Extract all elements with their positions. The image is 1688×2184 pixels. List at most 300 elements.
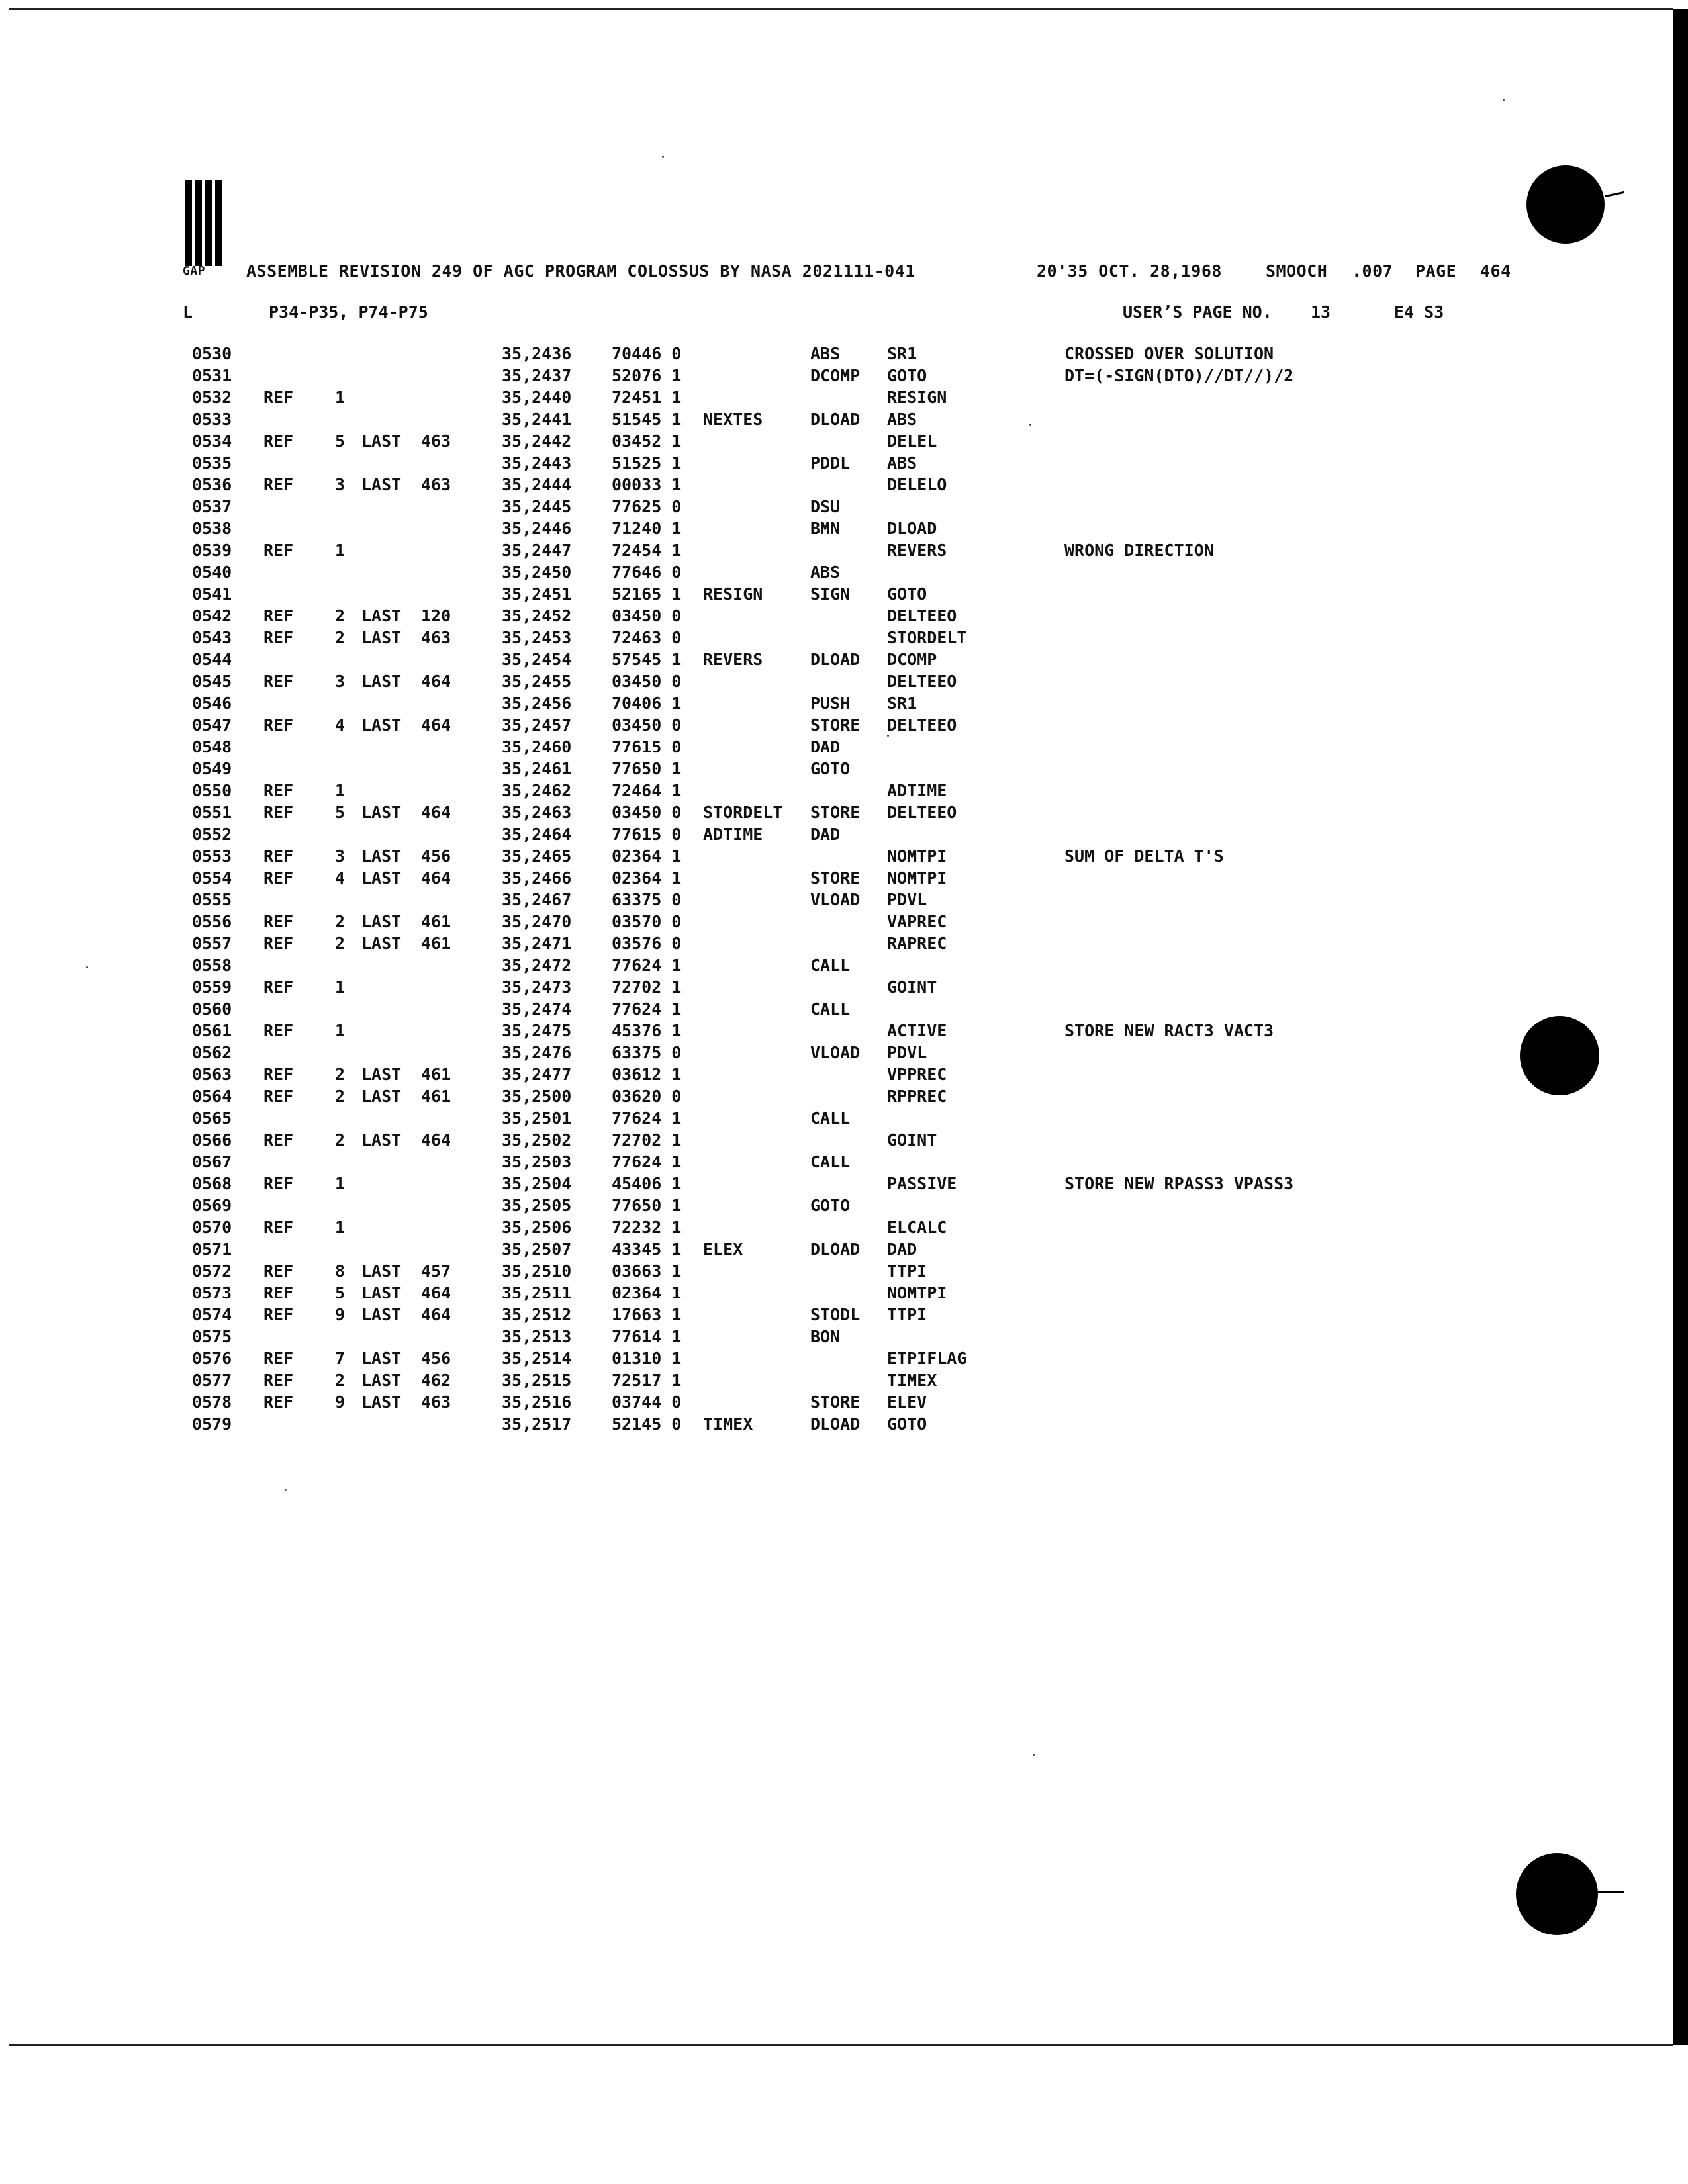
cell-operand: VAPREC (887, 912, 947, 931)
cell-octal-word: 03744 0 (612, 1392, 682, 1412)
listing-row (0, 781, 1655, 803)
cell-operand: DELTEEO (887, 672, 957, 691)
listing-row (0, 1371, 1655, 1392)
cell-last-page: 464 (421, 672, 451, 691)
cell-opcode: STORE (810, 803, 861, 822)
listing-row (0, 650, 1655, 672)
cell-seq-number: 0572 (192, 1261, 232, 1281)
cell-address: 35,2453 (502, 628, 572, 647)
cell-octal-word: 00033 1 (612, 475, 682, 494)
header-code: .007 (1352, 261, 1393, 281)
cell-octal-word: 77624 1 (612, 999, 682, 1019)
cell-address: 35,2464 (502, 825, 572, 844)
listing-row (0, 432, 1655, 453)
listing-row (0, 563, 1655, 584)
cell-last-page: 456 (421, 1349, 451, 1368)
cell-address: 35,2454 (502, 650, 572, 669)
cell-address: 35,2452 (502, 606, 572, 625)
cell-last-page: 120 (421, 606, 451, 625)
listing-row (0, 1305, 1655, 1327)
cell-comment: STORE NEW RPASS3 VPASS3 (1064, 1174, 1294, 1193)
cell-address: 35,2473 (502, 978, 572, 997)
cell-address: 35,2474 (502, 999, 572, 1019)
cell-ref-keyword: REF (263, 1305, 294, 1324)
listing-row (0, 1392, 1655, 1414)
cell-operand: SR1 (887, 344, 917, 363)
cell-operand: ABS (887, 453, 917, 473)
cell-octal-word: 63375 0 (612, 890, 682, 909)
cell-ref-count: 5 (335, 1283, 346, 1302)
cell-seq-number: 0557 (192, 934, 232, 953)
cell-last-keyword: LAST (361, 475, 402, 494)
cell-opcode: STORE (810, 715, 861, 735)
cell-last-keyword: LAST (361, 606, 402, 625)
cell-ref-keyword: REF (263, 1218, 294, 1237)
cell-octal-word: 72454 1 (612, 541, 682, 560)
punch-hole-top (1526, 165, 1605, 244)
cell-ref-keyword: REF (263, 978, 294, 997)
cell-last-keyword: LAST (361, 672, 402, 691)
listing-row (0, 1196, 1655, 1218)
cell-octal-word: 63375 0 (612, 1043, 682, 1062)
cell-seq-number: 0553 (192, 846, 232, 866)
cell-address: 35,2462 (502, 781, 572, 800)
cell-ref-count: 5 (335, 803, 346, 822)
cell-last-keyword: LAST (361, 1392, 402, 1412)
cell-address: 35,2501 (502, 1109, 572, 1128)
cell-last-keyword: LAST (361, 1371, 402, 1390)
listing-row (0, 1152, 1655, 1174)
cell-address: 35,2515 (502, 1371, 572, 1390)
cell-ref-keyword: REF (263, 475, 294, 494)
cell-seq-number: 0546 (192, 694, 232, 713)
cell-last-keyword: LAST (361, 846, 402, 866)
cell-seq-number: 0556 (192, 912, 232, 931)
cell-seq-number: 0554 (192, 868, 232, 887)
cell-octal-word: 17663 1 (612, 1305, 682, 1324)
cell-operand: DELTEEO (887, 715, 957, 735)
cell-seq-number: 0564 (192, 1087, 232, 1106)
listing-row (0, 344, 1655, 366)
cell-address: 35,2505 (502, 1196, 572, 1215)
cell-octal-word: 43345 1 (612, 1240, 682, 1259)
cell-opcode: BMN (810, 519, 841, 538)
cell-address: 35,2472 (502, 956, 572, 975)
cell-seq-number: 0567 (192, 1152, 232, 1171)
cell-operand: RESIGN (887, 388, 947, 407)
cell-opcode: DAD (810, 737, 841, 756)
cell-seq-number: 0561 (192, 1021, 232, 1040)
cell-opcode: DAD (810, 825, 841, 844)
cell-octal-word: 51545 1 (612, 410, 682, 429)
listing-row (0, 366, 1655, 388)
cell-seq-number: 0558 (192, 956, 232, 975)
listing-row (0, 541, 1655, 563)
cell-opcode: DLOAD (810, 650, 861, 669)
cell-address: 35,2443 (502, 453, 572, 473)
cell-last-page: 464 (421, 1283, 451, 1302)
cell-operand: ACTIVE (887, 1021, 947, 1040)
cell-symbol-label: ADTIME (703, 825, 763, 844)
header-user: SMOOCH (1266, 261, 1328, 281)
users-page-number: 13 (1311, 302, 1331, 322)
cell-address: 35,2511 (502, 1283, 572, 1302)
cell-address: 35,2465 (502, 846, 572, 866)
cell-seq-number: 0531 (192, 366, 232, 385)
cell-last-page: 463 (421, 1392, 451, 1412)
cell-symbol-label: ELEX (703, 1240, 743, 1259)
listing-row (0, 715, 1655, 737)
cell-last-keyword: LAST (361, 1130, 402, 1150)
cell-opcode: CALL (810, 999, 851, 1019)
cell-ref-keyword: REF (263, 715, 294, 735)
cell-address: 35,2504 (502, 1174, 572, 1193)
cell-octal-word: 72702 1 (612, 978, 682, 997)
cell-seq-number: 0573 (192, 1283, 232, 1302)
code-listing (0, 344, 1655, 1436)
cell-octal-word: 03452 1 (612, 432, 682, 451)
cell-octal-word: 02364 1 (612, 846, 682, 866)
cell-address: 35,2517 (502, 1414, 572, 1433)
cell-operand: ETPIFLAG (887, 1349, 967, 1368)
cell-ref-keyword: REF (263, 1021, 294, 1040)
cell-operand: ELEV (887, 1392, 927, 1412)
cell-octal-word: 72232 1 (612, 1218, 682, 1237)
cell-seq-number: 0559 (192, 978, 232, 997)
cell-seq-number: 0537 (192, 497, 232, 516)
punch-hole-top-tick (1605, 191, 1624, 197)
cell-symbol-label: RESIGN (703, 584, 763, 604)
cell-octal-word: 71240 1 (612, 519, 682, 538)
punch-hole-bottom-tick (1598, 1891, 1624, 1893)
cell-ref-count: 9 (335, 1392, 346, 1412)
cell-octal-word: 77624 1 (612, 1109, 682, 1128)
cell-ref-count: 1 (335, 1021, 346, 1040)
listing-row (0, 1349, 1655, 1371)
cell-octal-word: 72702 1 (612, 1130, 682, 1150)
header-datetime: 20'35 OCT. 28,1968 (1037, 261, 1222, 281)
cell-address: 35,2442 (502, 432, 572, 451)
cell-last-page: 464 (421, 803, 451, 822)
cell-seq-number: 0544 (192, 650, 232, 669)
listing-row (0, 584, 1655, 606)
cell-last-page: 463 (421, 432, 451, 451)
cell-address: 35,2445 (502, 497, 572, 516)
cell-ref-count: 9 (335, 1305, 346, 1324)
cell-address: 35,2507 (502, 1240, 572, 1259)
cell-ref-keyword: REF (263, 1261, 294, 1281)
cell-seq-number: 0575 (192, 1327, 232, 1346)
cell-octal-word: 72464 1 (612, 781, 682, 800)
cell-seq-number: 0543 (192, 628, 232, 647)
cell-octal-word: 51525 1 (612, 453, 682, 473)
cell-operand: PASSIVE (887, 1174, 957, 1193)
cell-address: 35,2451 (502, 584, 572, 604)
cell-ref-keyword: REF (263, 803, 294, 822)
cell-last-page: 462 (421, 1371, 451, 1390)
cell-octal-word: 77615 0 (612, 737, 682, 756)
listing-row (0, 497, 1655, 519)
cell-operand: GOINT (887, 978, 937, 997)
cell-octal-word: 77615 0 (612, 825, 682, 844)
cell-opcode: DLOAD (810, 1414, 861, 1433)
cell-ref-count: 1 (335, 978, 346, 997)
cell-last-keyword: LAST (361, 934, 402, 953)
cell-operand: PDVL (887, 1043, 927, 1062)
cell-address: 35,2502 (502, 1130, 572, 1150)
cell-last-keyword: LAST (361, 803, 402, 822)
cell-address: 35,2514 (502, 1349, 572, 1368)
speck (662, 156, 664, 158)
cell-address: 35,2503 (502, 1152, 572, 1171)
cell-opcode: GOTO (810, 1196, 851, 1215)
listing-row (0, 410, 1655, 432)
cell-last-page: 464 (421, 1305, 451, 1324)
cell-octal-word: 57545 1 (612, 650, 682, 669)
cell-address: 35,2466 (502, 868, 572, 887)
header-bank: E4 S3 (1394, 302, 1444, 322)
cell-ref-count: 4 (335, 715, 346, 735)
cell-octal-word: 03450 0 (612, 715, 682, 735)
cell-address: 35,2460 (502, 737, 572, 756)
cell-seq-number: 0547 (192, 715, 232, 735)
cell-opcode: DCOMP (810, 366, 861, 385)
header-marker: L (183, 302, 193, 322)
cell-operand: VPPREC (887, 1065, 947, 1084)
cell-address: 35,2446 (502, 519, 572, 538)
listing-row (0, 956, 1655, 978)
cell-address: 35,2470 (502, 912, 572, 931)
cell-operand: PDVL (887, 890, 927, 909)
cell-seq-number: 0542 (192, 606, 232, 625)
cell-octal-word: 77624 1 (612, 956, 682, 975)
cell-seq-number: 0560 (192, 999, 232, 1019)
cell-address: 35,2463 (502, 803, 572, 822)
cell-comment: SUM OF DELTA T'S (1064, 846, 1224, 866)
cell-opcode: STORE (810, 1392, 861, 1412)
cell-octal-word: 77614 1 (612, 1327, 682, 1346)
cell-address: 35,2513 (502, 1327, 572, 1346)
cell-seq-number: 0569 (192, 1196, 232, 1215)
cell-address: 35,2500 (502, 1087, 572, 1106)
cell-ref-keyword: REF (263, 606, 294, 625)
cell-operand: TIMEX (887, 1371, 937, 1390)
cell-ref-keyword: REF (263, 1130, 294, 1150)
cell-seq-number: 0548 (192, 737, 232, 756)
cell-octal-word: 03450 0 (612, 803, 682, 822)
cell-last-keyword: LAST (361, 715, 402, 735)
cell-ref-count: 2 (335, 1371, 346, 1390)
cell-ref-count: 4 (335, 868, 346, 887)
cell-address: 35,2516 (502, 1392, 572, 1412)
cell-ref-keyword: REF (263, 781, 294, 800)
users-page-label: USER’S PAGE NO. (1123, 302, 1272, 322)
listing-row (0, 737, 1655, 759)
cell-ref-count: 7 (335, 1349, 346, 1368)
listing-row (0, 1021, 1655, 1043)
cell-octal-word: 03570 0 (612, 912, 682, 931)
listing-row (0, 694, 1655, 715)
punch-hole-bottom (1516, 1853, 1598, 1935)
cell-seq-number: 0535 (192, 453, 232, 473)
cell-address: 35,2437 (502, 366, 572, 385)
cell-operand: GOTO (887, 1414, 927, 1433)
cell-seq-number: 0576 (192, 1349, 232, 1368)
cell-seq-number: 0550 (192, 781, 232, 800)
cell-ref-count: 2 (335, 628, 346, 647)
cell-ref-count: 1 (335, 388, 346, 407)
cell-seq-number: 0538 (192, 519, 232, 538)
cell-octal-word: 03450 0 (612, 606, 682, 625)
cell-address: 35,2506 (502, 1218, 572, 1237)
cell-seq-number: 0577 (192, 1371, 232, 1390)
cell-comment: DT=(-SIGN(DTO)//DT//)/2 (1064, 366, 1294, 385)
cell-octal-word: 72463 0 (612, 628, 682, 647)
listing-row (0, 1283, 1655, 1305)
cell-ref-keyword: REF (263, 1283, 294, 1302)
cell-last-page: 464 (421, 715, 451, 735)
cell-last-page: 463 (421, 475, 451, 494)
listing-row (0, 1043, 1655, 1065)
cell-seq-number: 0578 (192, 1392, 232, 1412)
cell-ref-keyword: REF (263, 672, 294, 691)
cell-address: 35,2467 (502, 890, 572, 909)
cell-seq-number: 0534 (192, 432, 232, 451)
cell-last-page: 461 (421, 1065, 451, 1084)
cell-opcode: STORE (810, 868, 861, 887)
cell-ref-count: 3 (335, 475, 346, 494)
cell-operand: DELELO (887, 475, 947, 494)
cell-address: 35,2457 (502, 715, 572, 735)
cell-ref-count: 2 (335, 912, 346, 931)
cell-opcode: DLOAD (810, 1240, 861, 1259)
cell-ref-keyword: REF (263, 1392, 294, 1412)
cell-ref-keyword: REF (263, 628, 294, 647)
cell-seq-number: 0552 (192, 825, 232, 844)
cell-octal-word: 01310 1 (612, 1349, 682, 1368)
cell-seq-number: 0549 (192, 759, 232, 778)
cell-opcode: DSU (810, 497, 841, 516)
listing-row (0, 672, 1655, 694)
cell-last-keyword: LAST (361, 1261, 402, 1281)
cell-octal-word: 02364 1 (612, 1283, 682, 1302)
listing-header (183, 255, 1533, 322)
cell-operand: NOMTPI (887, 868, 947, 887)
cell-octal-word: 77650 1 (612, 1196, 682, 1215)
cell-octal-word: 03612 1 (612, 1065, 682, 1084)
cell-last-page: 464 (421, 868, 451, 887)
cell-ref-keyword: REF (263, 432, 294, 451)
cell-comment: STORE NEW RACT3 VACT3 (1064, 1021, 1274, 1040)
listing-row (0, 978, 1655, 999)
cell-seq-number: 0536 (192, 475, 232, 494)
cell-opcode: CALL (810, 1109, 851, 1128)
cell-operand: ABS (887, 410, 917, 429)
listing-row (0, 1087, 1655, 1109)
cell-address: 35,2475 (502, 1021, 572, 1040)
speck (285, 1489, 287, 1491)
cell-opcode: CALL (810, 956, 851, 975)
cell-address: 35,2450 (502, 563, 572, 582)
cell-seq-number: 0571 (192, 1240, 232, 1259)
cell-operand: DCOMP (887, 650, 937, 669)
cell-operand: RAPREC (887, 934, 947, 953)
cell-address: 35,2456 (502, 694, 572, 713)
listing-row (0, 606, 1655, 628)
listing-row (0, 628, 1655, 650)
cell-octal-word: 52165 1 (612, 584, 682, 604)
cell-seq-number: 0562 (192, 1043, 232, 1062)
cell-last-keyword: LAST (361, 1349, 402, 1368)
cell-operand: GOINT (887, 1130, 937, 1150)
cell-operand: NOMTPI (887, 1283, 947, 1302)
cell-ref-keyword: REF (263, 868, 294, 887)
cell-operand: DAD (887, 1240, 917, 1259)
cell-seq-number: 0566 (192, 1130, 232, 1150)
cell-seq-number: 0563 (192, 1065, 232, 1084)
cell-last-page: 463 (421, 628, 451, 647)
cell-ref-keyword: REF (263, 1087, 294, 1106)
top-scan-rule (9, 8, 1673, 10)
cell-last-page: 461 (421, 934, 451, 953)
cell-address: 35,2477 (502, 1065, 572, 1084)
speck (1503, 99, 1505, 101)
cell-operand: ELCALC (887, 1218, 947, 1237)
cell-seq-number: 0540 (192, 563, 232, 582)
cell-octal-word: 03620 0 (612, 1087, 682, 1106)
cell-operand: DELTEEO (887, 803, 957, 822)
cell-octal-word: 77625 0 (612, 497, 682, 516)
cell-operand: SR1 (887, 694, 917, 713)
listing-row (0, 1065, 1655, 1087)
cell-comment: WRONG DIRECTION (1064, 541, 1214, 560)
cell-last-keyword: LAST (361, 868, 402, 887)
cell-last-page: 456 (421, 846, 451, 866)
cell-opcode: ABS (810, 344, 841, 363)
cell-address: 35,2436 (502, 344, 572, 363)
cell-operand: GOTO (887, 584, 927, 604)
cell-octal-word: 45376 1 (612, 1021, 682, 1040)
cell-symbol-label: STORDELT (703, 803, 783, 822)
cell-address: 35,2447 (502, 541, 572, 560)
cell-ref-keyword: REF (263, 1065, 294, 1084)
cell-octal-word: 52076 1 (612, 366, 682, 385)
cell-seq-number: 0570 (192, 1218, 232, 1237)
cell-octal-word: 72517 1 (612, 1371, 682, 1390)
cell-octal-word: 52145 0 (612, 1414, 682, 1433)
cell-ref-keyword: REF (263, 912, 294, 931)
cell-address: 35,2510 (502, 1261, 572, 1281)
cell-seq-number: 0533 (192, 410, 232, 429)
cell-last-keyword: LAST (361, 1305, 402, 1324)
header-page-number: 464 (1480, 261, 1511, 281)
cell-operand: NOMTPI (887, 846, 947, 866)
cell-last-page: 457 (421, 1261, 451, 1281)
cell-ref-keyword: REF (263, 1349, 294, 1368)
listing-row (0, 1327, 1655, 1349)
header-subtitle: P34-P35, P74-P75 (269, 302, 428, 322)
cell-ref-count: 1 (335, 1174, 346, 1193)
cell-comment: CROSSED OVER SOLUTION (1064, 344, 1274, 363)
cell-symbol-label: TIMEX (703, 1414, 753, 1433)
cell-ref-keyword: REF (263, 1174, 294, 1193)
cell-ref-count: 5 (335, 432, 346, 451)
cell-ref-keyword: REF (263, 541, 294, 560)
cell-last-keyword: LAST (361, 1283, 402, 1302)
cell-last-page: 461 (421, 912, 451, 931)
cell-opcode: VLOAD (810, 1043, 861, 1062)
cell-ref-count: 2 (335, 934, 346, 953)
